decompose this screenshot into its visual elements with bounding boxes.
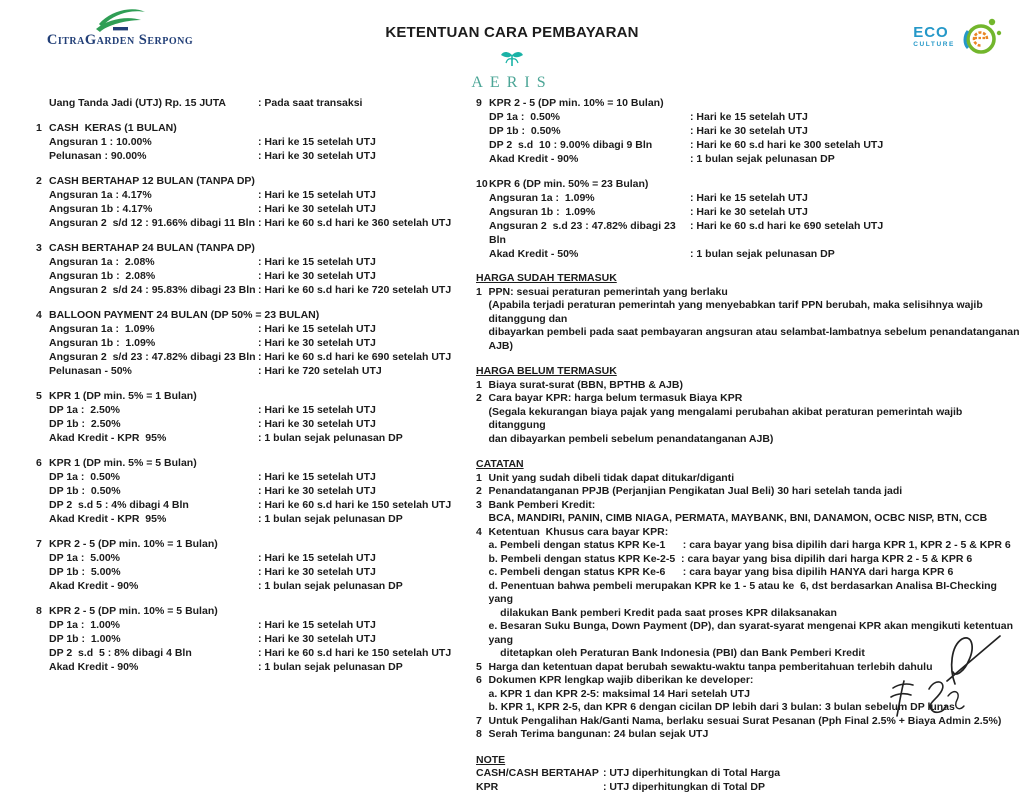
item-text: Penandatanganan PPJB (Perjanjian Pengikatan Jual Beli) 30 hari setelah tanda jadi (489, 485, 1022, 499)
item-number: 1 (476, 379, 489, 393)
row-desc: : Hari ke 60 s.d hari ke 690 setelah UTJ (690, 219, 883, 247)
row-label: Angsuran 1a : 1.09% (489, 191, 690, 205)
item-number (476, 512, 489, 526)
row-desc: : 1 bulan sejak pelunasan DP (258, 512, 403, 526)
item-number: 3 (476, 499, 489, 513)
payment-row (36, 565, 472, 579)
payment-row (36, 579, 472, 593)
list-item (476, 580, 1021, 607)
item-text: Unit yang sudah dibeli tidak dapat ditukar/diganti (489, 472, 1022, 486)
list-title: CATATAN (476, 458, 1021, 472)
payment-section (36, 604, 472, 674)
culture-text: CULTURE (913, 42, 955, 49)
payment-row (476, 191, 1021, 205)
section-title: CASH KERAS (1 BULAN) (49, 121, 177, 135)
row-label: DP 1b : 0.50% (489, 124, 690, 138)
item-text: a. KPR 1 dan KPR 2-5: maksimal 14 Hari setelah UTJ (489, 688, 1022, 702)
row-desc: : 1 bulan sejak pelunasan DP (258, 579, 403, 593)
payment-section (476, 177, 1021, 261)
row-desc: : Hari ke 30 setelah UTJ (258, 269, 376, 283)
item-text: (Apabila terjadi peraturan pemerintah yang menyebabkan tarif PPN berubah, maka selisihnya wajib ditanggung dan (489, 299, 1022, 326)
list-item (476, 526, 1021, 540)
item-text: e. Besaran Suku Bunga, Down Payment (DP), dan syarat-syarat mengenai KPR akan mengikuti ketentuan yang (489, 620, 1022, 647)
section-title: KPR 2 - 5 (DP min. 10% = 10 Bulan) (489, 96, 664, 110)
list-items (476, 379, 1021, 447)
payment-row (36, 283, 472, 297)
payment-row (36, 484, 472, 498)
utj-desc: : Pada saat transaksi (258, 96, 362, 110)
row-label: Akad Kredit - KPR 95% (49, 512, 258, 526)
item-text: Untuk Pengalihan Hak/Ganti Nama, berlaku sesuai Surat Pesanan (Pph Final 2.5% + Biaya Admin 2.5%) (489, 715, 1022, 729)
row-label: DP 1b : 5.00% (49, 565, 258, 579)
section-rows (36, 135, 472, 163)
row-desc: : Hari ke 15 setelah UTJ (258, 551, 376, 565)
right-sections (476, 96, 1021, 261)
item-text: Biaya surat-surat (BBN, BPTHB & AJB) (489, 379, 1022, 393)
row-label: DP 1a : 2.50% (49, 403, 258, 417)
item-text: b. Pembeli dengan status KPR Ke-2-5 : cara bayar yang bisa dipilih dari harga KPR 2 - 5 & KPR 6 (489, 553, 1022, 567)
section-number: 10 (476, 177, 489, 191)
list-item (476, 326, 1021, 353)
row-label: DP 1b : 2.50% (49, 417, 258, 431)
section-rows (36, 255, 472, 297)
section-number: 2 (36, 174, 49, 188)
payment-row (36, 551, 472, 565)
row-desc: : Hari ke 30 setelah UTJ (258, 632, 376, 646)
item-number: 8 (476, 728, 489, 742)
payment-row (476, 124, 1021, 138)
item-text: PPN: sesuai peraturan pemerintah yang berlaku (489, 286, 1022, 300)
row-label: Angsuran 1b : 1.09% (489, 205, 690, 219)
section-rows (476, 191, 1021, 261)
signature-initials-bottom (886, 676, 970, 720)
payment-section (36, 389, 472, 445)
row-desc: : Hari ke 15 setelah UTJ (258, 403, 376, 417)
row-label: Angsuran 1a : 2.08% (49, 255, 258, 269)
payment-row (36, 618, 472, 632)
item-number (476, 607, 489, 621)
row-desc: : Hari ke 15 setelah UTJ (258, 618, 376, 632)
list-item (476, 512, 1021, 526)
item-number (476, 553, 489, 567)
payment-row (36, 470, 472, 484)
row-label: Angsuran 2 s.d 23 : 47.82% dibagi 23 Bln (489, 219, 690, 247)
section-rows (36, 322, 472, 378)
row-label: Angsuran 1a : 1.09% (49, 322, 258, 336)
page-title: KETENTUAN CARA PEMBAYARAN (385, 24, 638, 41)
row-desc: : 1 bulan sejak pelunasan DP (258, 660, 403, 674)
item-number (476, 299, 489, 326)
row-label: DP 2 s.d 10 : 9.00% dibagi 9 Bln (489, 138, 690, 152)
row-desc: : Hari ke 30 setelah UTJ (258, 202, 376, 216)
payment-row (476, 152, 1021, 166)
payment-section (36, 121, 472, 163)
section-number: 7 (36, 537, 49, 551)
row-label: Pelunasan : 90.00% (49, 149, 258, 163)
row-label: DP 2 s.d 5 : 4% dibagi 4 Bln (49, 498, 258, 512)
row-desc: : Hari ke 15 setelah UTJ (690, 191, 808, 205)
section-title: KPR 1 (DP min. 5% = 5 Bulan) (49, 456, 197, 470)
row-desc: : Hari ke 60 s.d hari ke 150 setelah UTJ (258, 646, 451, 660)
payment-row (36, 322, 472, 336)
payment-section (36, 241, 472, 297)
list-item (476, 728, 1021, 742)
payment-row (476, 219, 1021, 247)
payment-row (476, 138, 1021, 152)
row-desc: : 1 bulan sejak pelunasan DP (690, 152, 835, 166)
row-desc: : Hari ke 30 setelah UTJ (258, 565, 376, 579)
row-desc: : Hari ke 30 setelah UTJ (690, 124, 808, 138)
row-label: Angsuran 2 s/d 23 : 47.82% dibagi 23 Bln (49, 350, 258, 364)
item-text: Harga dan ketentuan dapat berubah sewaktu-waktu tanpa pemberitahuan terlebih dahulu (489, 661, 1022, 675)
payment-row (36, 512, 472, 526)
row-label: DP 1a : 5.00% (49, 551, 258, 565)
payment-row (36, 350, 472, 364)
row-desc: : 1 bulan sejak pelunasan DP (258, 431, 403, 445)
row-desc: : Hari ke 30 setelah UTJ (258, 417, 376, 431)
section-number: 9 (476, 96, 489, 110)
row-desc: : Hari ke 15 setelah UTJ (258, 470, 376, 484)
section-rows (36, 618, 472, 674)
payment-row (36, 403, 472, 417)
note-rows (476, 767, 1021, 794)
left-column (36, 96, 472, 685)
item-number (476, 647, 489, 661)
row-label: Angsuran 2 s/d 12 : 91.66% dibagi 11 Bln (49, 216, 258, 230)
row-desc: : Hari ke 30 setelah UTJ (258, 336, 376, 350)
payment-row (36, 216, 472, 230)
aeris-dragonfly-icon (500, 50, 524, 68)
item-number (476, 688, 489, 702)
citragarden-wordmark: CitraGarden Serpong (30, 32, 210, 49)
payment-row (36, 417, 472, 431)
payment-section (36, 456, 472, 526)
row-desc: : Hari ke 60 s.d hari ke 360 setelah UTJ (258, 216, 451, 230)
row-label: Angsuran 1b : 1.09% (49, 336, 258, 350)
payment-section (476, 96, 1021, 166)
item-text: c. Pembeli dengan status KPR Ke-6 : cara bayar yang bisa dipilih HANYA dari harga KPR 6 (489, 566, 1022, 580)
list-title: HARGA SUDAH TERMASUK (476, 272, 1021, 286)
row-desc: : Hari ke 15 setelah UTJ (258, 255, 376, 269)
section-rows (476, 110, 1021, 166)
section-rows (36, 551, 472, 593)
row-label: DP 2 s.d 5 : 8% dibagi 4 Bln (49, 646, 258, 660)
list-item (476, 661, 1021, 675)
item-number: 1 (476, 472, 489, 486)
aeris-wordmark: AERIS (0, 74, 1024, 92)
utj-label: Uang Tanda Jadi (UTJ) Rp. 15 JUTA (49, 96, 258, 110)
payment-section (36, 174, 472, 230)
payment-row (36, 135, 472, 149)
row-label: Akad Kredit - 90% (49, 660, 258, 674)
item-text: dibayarkan pembeli pada saat pembayaran angsuran atau selambat-lambatnya sebelum penandatanganan AJB) (489, 326, 1022, 353)
item-text: Ketentuan Khusus cara bayar KPR: (489, 526, 1022, 540)
item-number (476, 406, 489, 433)
row-desc: : Hari ke 15 setelah UTJ (258, 322, 376, 336)
row-label: Angsuran 1a : 4.17% (49, 188, 258, 202)
item-text: BCA, MANDIRI, PANIN, CIMB NIAGA, PERMATA, MAYBANK, BNI, DANAMON, OCBC NISP, BTN, CCB (489, 512, 1022, 526)
payment-row (36, 149, 472, 163)
row-label: Akad Kredit - 90% (49, 579, 258, 593)
row-desc: : Hari ke 15 setelah UTJ (258, 188, 376, 202)
item-text: (Segala kekurangan biaya pajak yang mengalami perubahan akibat peraturan pemerintah wajib ditanggung (489, 406, 1022, 433)
row-desc: : Hari ke 30 setelah UTJ (258, 484, 376, 498)
section-number: 3 (36, 241, 49, 255)
row-label: Angsuran 1b : 4.17% (49, 202, 258, 216)
item-number: 7 (476, 715, 489, 729)
list-item (476, 379, 1021, 393)
item-number (476, 580, 489, 607)
eco-text: ECO (913, 25, 955, 40)
payment-row (36, 632, 472, 646)
list-item (476, 647, 1021, 661)
item-number (476, 539, 489, 553)
row-label: DP 1a : 0.50% (489, 110, 690, 124)
item-number: 5 (476, 661, 489, 675)
row-desc: : UTJ diperhitungkan di Total DP (603, 781, 765, 794)
row-desc: : Hari ke 60 s.d hari ke 720 setelah UTJ (258, 283, 451, 297)
row-label: KPR (476, 781, 603, 794)
item-number: 2 (476, 392, 489, 406)
left-sections (36, 121, 472, 674)
row-desc: : Hari ke 60 s.d hari ke 690 setelah UTJ (258, 350, 451, 364)
eco-culture-logo (913, 16, 1002, 58)
list-item (476, 392, 1021, 406)
list-item (476, 539, 1021, 553)
payment-row (476, 767, 1021, 781)
item-number (476, 566, 489, 580)
list-title: HARGA BELUM TERMASUK (476, 365, 1021, 379)
section-number: 5 (36, 389, 49, 403)
aeris-logo (0, 50, 1024, 92)
item-number: 4 (476, 526, 489, 540)
payment-row (36, 269, 472, 283)
row-label: DP 1a : 0.50% (49, 470, 258, 484)
payment-row (476, 205, 1021, 219)
section-number: 6 (36, 456, 49, 470)
item-text: Bank Pemberi Kredit: (489, 499, 1022, 513)
section-title: KPR 2 - 5 (DP min. 10% = 1 Bulan) (49, 537, 218, 551)
list-item (476, 433, 1021, 447)
row-label: Angsuran 1 : 10.00% (49, 135, 258, 149)
payment-row (36, 188, 472, 202)
payment-row (36, 202, 472, 216)
section-number: 1 (36, 121, 49, 135)
item-text: b. KPR 1, KPR 2-5, dan KPR 6 dengan cicilan DP lebih dari 3 bulan: 3 bulan sebelum DP lunas (489, 701, 1022, 715)
row-desc: : Hari ke 720 setelah UTJ (258, 364, 382, 378)
section-title: CASH BERTAHAP 24 BULAN (TANPA DP) (49, 241, 255, 255)
row-desc: : UTJ diperhitungkan di Total Harga (603, 767, 780, 781)
list-item (476, 566, 1021, 580)
list-item (476, 499, 1021, 513)
eco-circle-icon (960, 16, 1002, 58)
payment-row (476, 110, 1021, 124)
row-label: CASH/CASH BERTAHAP (476, 767, 603, 781)
section-title: KPR 1 (DP min. 5% = 1 Bulan) (49, 389, 197, 403)
row-label: Angsuran 2 s/d 24 : 95.83% dibagi 23 Bln (49, 283, 258, 297)
section-title: BALLOON PAYMENT 24 BULAN (DP 50% = 23 BULAN) (49, 308, 319, 322)
payment-row (36, 255, 472, 269)
row-desc: : Hari ke 30 setelah UTJ (258, 149, 376, 163)
section-rows (36, 188, 472, 230)
section-rows (36, 470, 472, 526)
item-text: dan dibayarkan pembeli sebelum penandatanganan AJB) (489, 433, 1022, 447)
payment-section (36, 308, 472, 378)
row-desc: : 1 bulan sejak pelunasan DP (690, 247, 835, 261)
row-label: Angsuran 1b : 2.08% (49, 269, 258, 283)
row-desc: : Hari ke 60 s.d hari ke 300 setelah UTJ (690, 138, 883, 152)
item-number: 2 (476, 485, 489, 499)
list-item (476, 299, 1021, 326)
row-label: DP 1b : 0.50% (49, 484, 258, 498)
list-item (476, 607, 1021, 621)
section-title: KPR 6 (DP min. 50% = 23 Bulan) (489, 177, 648, 191)
row-desc: : Hari ke 15 setelah UTJ (258, 135, 376, 149)
item-number (476, 620, 489, 647)
payment-row (36, 431, 472, 445)
payment-row (36, 498, 472, 512)
row-label: Pelunasan - 50% (49, 364, 258, 378)
item-text: ditetapkan oleh Peraturan Bank Indonesia (PBI) dan Bank Pemberi Kredit (489, 647, 1022, 661)
item-text: dilakukan Bank pemberi Kredit pada saat proses KPR dilaksanakan (489, 607, 1022, 621)
item-text: d. Penentuan bahwa pembeli merupakan KPR ke 1 - 5 atau ke 6, dst berdasarkan Analisa BI-Checking yang (489, 580, 1022, 607)
row-desc: : Hari ke 15 setelah UTJ (690, 110, 808, 124)
list-item (476, 286, 1021, 300)
section-number: 4 (36, 308, 49, 322)
item-number (476, 326, 489, 353)
payment-row (476, 247, 1021, 261)
row-desc: : Hari ke 60 s.d hari ke 150 setelah UTJ (258, 498, 451, 512)
row-desc: : Hari ke 30 setelah UTJ (690, 205, 808, 219)
harga-sudah-termasuk-block (476, 272, 1021, 353)
payment-row (476, 781, 1021, 794)
row-label: Akad Kredit - 50% (489, 247, 690, 261)
section-title: KPR 2 - 5 (DP min. 10% = 5 Bulan) (49, 604, 218, 618)
note-block (476, 754, 1021, 794)
row-label: Akad Kredit - 90% (489, 152, 690, 166)
item-text: Dokumen KPR lengkap wajib diberikan ke developer: (489, 674, 1022, 688)
list-item (476, 620, 1021, 647)
row-label: Akad Kredit - KPR 95% (49, 431, 258, 445)
item-number (476, 433, 489, 447)
section-title: CASH BERTAHAP 12 BULAN (TANPA DP) (49, 174, 255, 188)
payment-row (36, 364, 472, 378)
payment-row (36, 646, 472, 660)
payment-section (36, 537, 472, 593)
utj-row (36, 96, 472, 110)
section-number: 8 (36, 604, 49, 618)
list-items (476, 286, 1021, 354)
note-title: NOTE (476, 754, 1021, 768)
item-number: 6 (476, 674, 489, 688)
item-number (476, 701, 489, 715)
item-text: a. Pembeli dengan status KPR Ke-1 : cara bayar yang bisa dipilih dari harga KPR 1, KPR 2 - 5 & KPR 6 (489, 539, 1022, 553)
list-item (476, 485, 1021, 499)
row-label: DP 1b : 1.00% (49, 632, 258, 646)
item-text: Cara bayar KPR: harga belum termasuk Biaya KPR (489, 392, 1022, 406)
payment-row (36, 660, 472, 674)
row-label: DP 1a : 1.00% (49, 618, 258, 632)
section-rows (36, 403, 472, 445)
list-item (476, 472, 1021, 486)
item-text: Serah Terima bangunan: 24 bulan sejak UTJ (489, 728, 1022, 742)
harga-belum-termasuk-block (476, 365, 1021, 446)
payment-row (36, 336, 472, 350)
list-item (476, 406, 1021, 433)
list-item (476, 553, 1021, 567)
item-number: 1 (476, 286, 489, 300)
